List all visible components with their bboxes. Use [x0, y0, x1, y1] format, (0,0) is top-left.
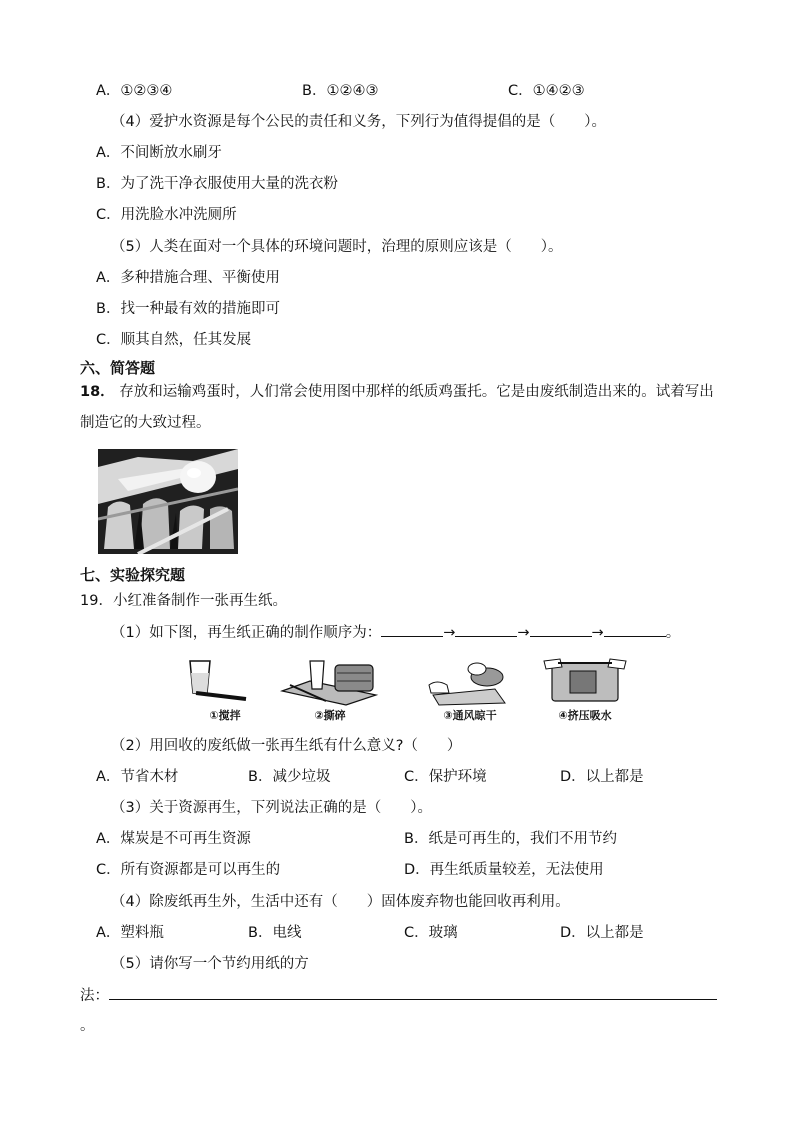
option-b: B．①②④③ [302, 83, 379, 99]
question-stem: （4）除废纸再生外，生活中还有（ ）固体废弃物也能回收再利用。 [111, 894, 570, 910]
arrow: → [443, 625, 456, 641]
period: 。 [665, 625, 681, 641]
answer-line[interactable] [109, 985, 717, 1000]
question-text: 存放和运输鸡蛋时，人们常会使用图中那样的纸质鸡蛋托。它是由废纸制造出来的。试着写出 [119, 384, 714, 400]
step-caption: ②撕碎 [314, 709, 346, 722]
option-c: C．用洗脸水冲洗厕所 [96, 207, 237, 223]
arrow: → [517, 625, 530, 641]
step-dry [425, 655, 515, 725]
option-b: B．纸是可再生的，我们不用节约 [404, 831, 617, 847]
option-c: C．顺其自然，任其发展 [96, 332, 252, 348]
section-title: 六、简答题 [80, 359, 156, 377]
pressing-icon [540, 655, 630, 707]
question-stem: （5）请你写一个节约用纸的方 [111, 956, 309, 972]
arrow: → [591, 625, 604, 641]
step-press [540, 655, 630, 725]
option-d: D．以上都是 [560, 769, 644, 785]
option-d: D．再生纸质量较差，无法使用 [404, 862, 604, 878]
question-stem: （2）用回收的废纸做一张再生纸有什么意义?（ ） [111, 738, 462, 754]
option-b: B．找一种最有效的措施即可 [96, 301, 280, 317]
part1-prompt: （1）如下图，再生纸正确的制作顺序为： [111, 625, 382, 641]
step-stir [180, 655, 270, 725]
question-19-part1 [111, 622, 680, 643]
answer-label: 法： [80, 988, 109, 1004]
option-c: C．所有资源都是可以再生的 [96, 862, 281, 878]
option-a: A．不间断放水刷牙 [96, 145, 222, 161]
question-19-stem: 19．小红准备制作一张再生纸。 [80, 593, 287, 609]
question-stem: （5）人类在面对一个具体的环境问题时，治理的原则应该是（ ）。 [111, 239, 563, 255]
option-a: A．节省木材 [96, 769, 179, 785]
step-caption: ③通风晾干 [443, 709, 497, 722]
paper-making-steps [180, 655, 630, 725]
egg-carton-photo [98, 449, 238, 554]
question-number: 18． [80, 384, 115, 400]
step-caption: ①搅拌 [209, 709, 241, 722]
option-c: C．玻璃 [404, 925, 458, 941]
option-b: B．为了洗干净衣服使用大量的洗衣粉 [96, 176, 338, 192]
option-c: C．保护环境 [404, 769, 487, 785]
tearing-paper-icon [280, 655, 380, 707]
stirring-cup-icon [180, 655, 270, 707]
option-a: A．塑料瓶 [96, 925, 164, 941]
option-d: D．以上都是 [560, 925, 644, 941]
question-stem: （3）关于资源再生，下列说法正确的是（ ）。 [111, 800, 432, 816]
question-18-line2: 制造它的大致过程。 [80, 415, 211, 431]
step-tear [280, 655, 380, 725]
answer-blank-2[interactable] [455, 622, 517, 637]
period: 。 [80, 1018, 95, 1034]
option-a: A．①②③④ [96, 83, 173, 99]
answer-line-row [80, 985, 717, 1006]
question-18-line1 [80, 382, 714, 402]
section-title: 七、实验探究题 [80, 566, 186, 584]
drying-hands-icon [425, 655, 515, 707]
question-stem: （4）爱护水资源是每个公民的责任和义务，下列行为值得提倡的是（ ）。 [111, 114, 606, 130]
option-b: B．减少垃圾 [248, 769, 331, 785]
step-caption: ④挤压吸水 [558, 709, 612, 722]
option-b: B．电线 [248, 925, 302, 941]
answer-blank-4[interactable] [604, 622, 666, 637]
option-a: A．多种措施合理、平衡使用 [96, 270, 280, 286]
answer-blank-3[interactable] [530, 622, 592, 637]
option-a: A．煤炭是不可再生资源 [96, 831, 251, 847]
option-c: C．①④②③ [508, 83, 585, 99]
answer-blank-1[interactable] [381, 622, 443, 637]
